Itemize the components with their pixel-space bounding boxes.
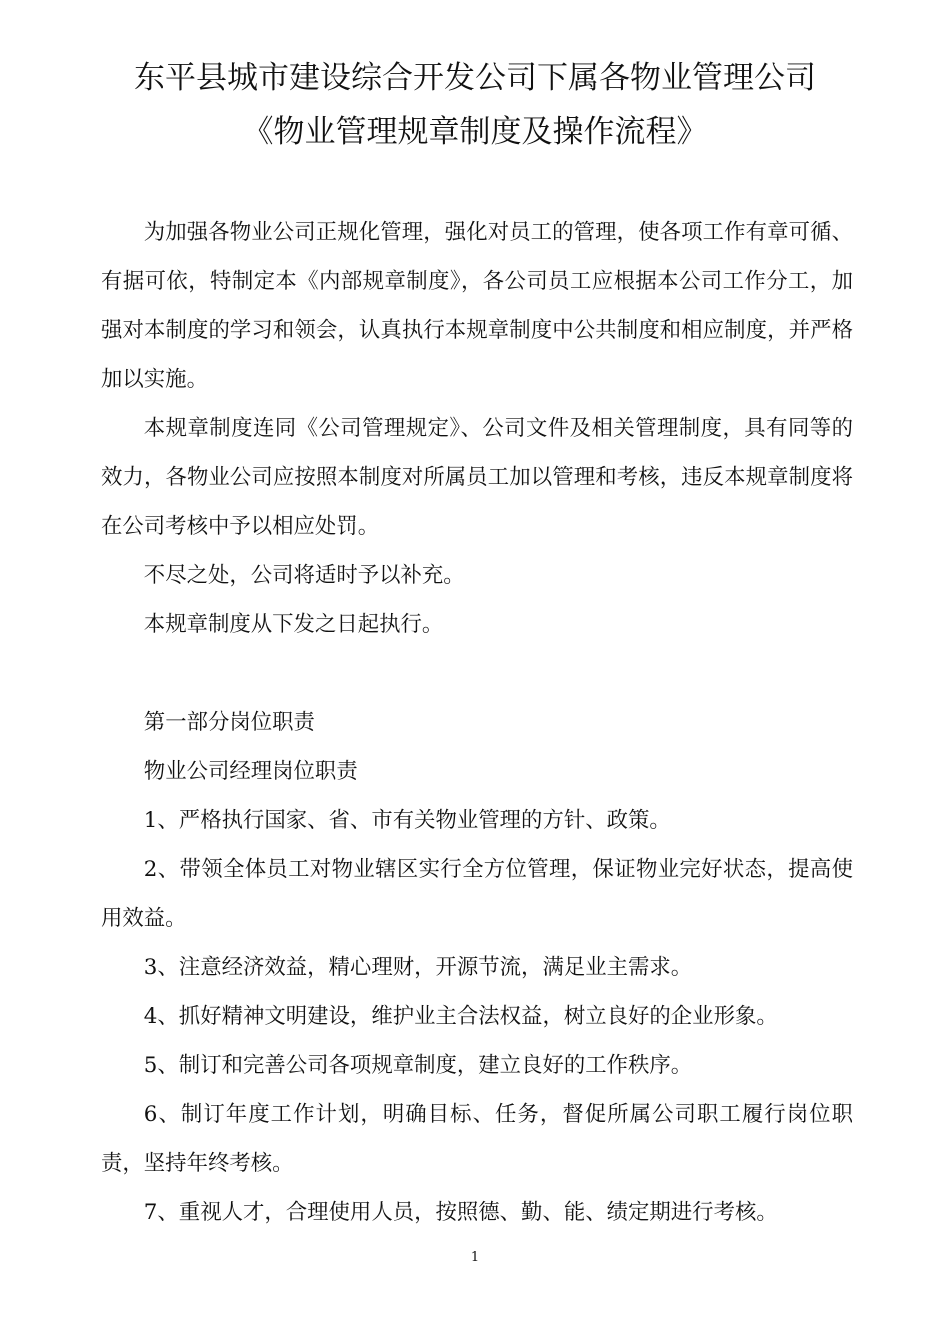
- intro-paragraph: 本规章制度连同《公司管理规定》、公司文件及相关管理制度，具有同等的效力，各物业公司应按照本制度对所属员工加以管理和考核，违反本规章制度将在公司考核中予以相应处罚。: [101, 416, 853, 539]
- duty-item: 3、注意经济效益，精心理财，开源节流，满足业主需求。: [143, 955, 693, 980]
- duty-item: 6、制订年度工作计划，明确目标、任务，督促所属公司职工履行岗位职责，坚持年终考核。: [101, 1102, 853, 1176]
- intro-paragraph: 本规章制度从下发之日起执行。: [143, 612, 444, 637]
- duty-item: 5、制订和完善公司各项规章制度，建立良好的工作秩序。: [143, 1053, 693, 1078]
- subsection-heading: 物业公司经理岗位职责: [143, 759, 358, 784]
- duty-item: 1、严格执行国家、省、市有关物业管理的方针、政策。: [143, 808, 671, 833]
- document-title-line-2: 《物业管理规章制度及操作流程》: [242, 114, 708, 150]
- intro-paragraph: 不尽之处，公司将适时予以补充。: [143, 563, 465, 588]
- duty-item: 2、带领全体员工对物业辖区实行全方位管理，保证物业完好状态，提高使用效益。: [101, 857, 853, 931]
- duty-item: 7、重视人才，合理使用人员，按照德、勤、能、绩定期进行考核。: [143, 1200, 778, 1225]
- document-title-line-1: 东平县城市建设综合开发公司下属各物业管理公司: [134, 60, 816, 96]
- intro-paragraph: 为加强各物业公司正规化管理，强化对员工的管理，使各项工作有章可循、有据可依，特制定本《内部规章制度》，各公司员工应根据本公司工作分工，加强对本制度的学习和领会，认真执行本规章制度中公共制度和相应制度，并严格加以实施。: [101, 220, 853, 392]
- section-heading: 第一部分岗位职责: [143, 710, 315, 735]
- duty-item: 4、抓好精神文明建设，维护业主合法权益，树立良好的企业形象。: [143, 1004, 778, 1029]
- page-number: 1: [470, 1250, 480, 1265]
- document-body: [101, 208, 853, 1237]
- paragraph-spacer: [101, 649, 853, 698]
